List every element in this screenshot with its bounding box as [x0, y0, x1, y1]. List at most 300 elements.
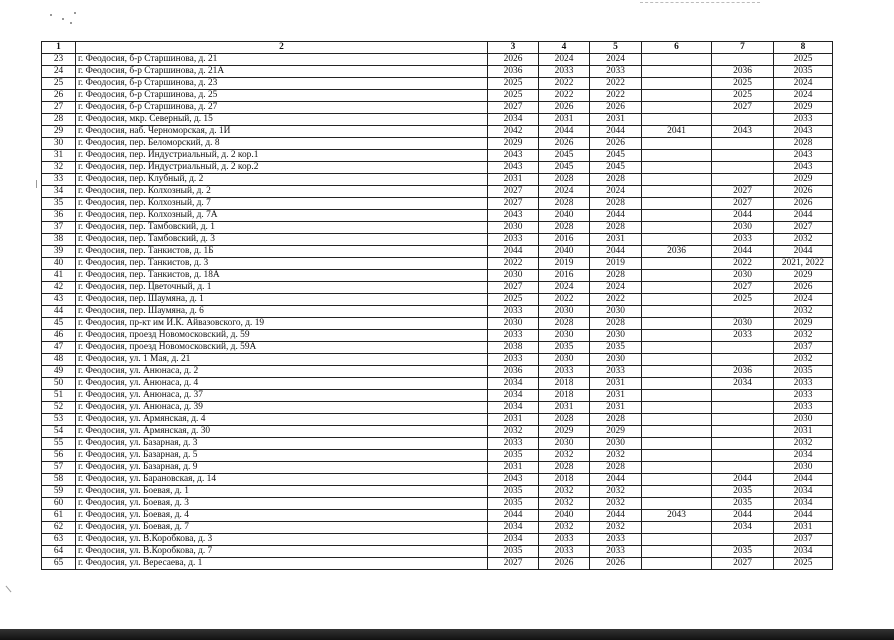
col7-cell: 2027: [712, 186, 774, 198]
col7-cell: 2025: [712, 294, 774, 306]
row-number-cell: 49: [42, 366, 76, 378]
col3-cell: 2042: [488, 126, 539, 138]
col6-cell: [642, 498, 712, 510]
row-number-cell: 43: [42, 294, 76, 306]
address-cell: г. Феодосия, пер. Индустриальный, д. 2 кор.1: [76, 150, 488, 162]
col7-cell: 2030: [712, 222, 774, 234]
col5-cell: 2031: [590, 114, 642, 126]
col7-cell: 2033: [712, 234, 774, 246]
table-row: [42, 186, 833, 198]
col7-cell: 2044: [712, 210, 774, 222]
col3-cell: 2044: [488, 246, 539, 258]
col5-cell: 2033: [590, 66, 642, 78]
row-number-cell: 27: [42, 102, 76, 114]
col3-cell: 2031: [488, 414, 539, 426]
col3-cell: 2034: [488, 534, 539, 546]
col3-cell: 2043: [488, 474, 539, 486]
address-cell: г. Феодосия, ул. В.Коробкова, д. 3: [76, 534, 488, 546]
col8-cell: 2034: [774, 498, 833, 510]
col7-cell: 2036: [712, 366, 774, 378]
col7-cell: [712, 438, 774, 450]
address-cell: г. Феодосия, ул. Боевая, д. 4: [76, 510, 488, 522]
column-header-8: 8: [774, 42, 833, 54]
scan-artifact-specks: [48, 10, 88, 26]
col4-cell: 2032: [539, 522, 590, 534]
col6-cell: [642, 450, 712, 462]
col4-cell: 2033: [539, 534, 590, 546]
col6-cell: [642, 486, 712, 498]
col6-cell: [642, 390, 712, 402]
address-cell: г. Феодосия, пер. Танкистов, д. 18А: [76, 270, 488, 282]
col4-cell: 2032: [539, 486, 590, 498]
col5-cell: 2024: [590, 282, 642, 294]
col7-cell: [712, 354, 774, 366]
table-row: [42, 246, 833, 258]
row-number-cell: 55: [42, 438, 76, 450]
col8-cell: 2034: [774, 486, 833, 498]
col4-cell: 2031: [539, 402, 590, 414]
col6-cell: [642, 234, 712, 246]
col4-cell: 2019: [539, 258, 590, 270]
col5-cell: 2026: [590, 138, 642, 150]
col3-cell: 2033: [488, 234, 539, 246]
table-row: [42, 438, 833, 450]
table-row: [42, 306, 833, 318]
col8-cell: 2032: [774, 234, 833, 246]
col8-cell: 2024: [774, 90, 833, 102]
col6-cell: [642, 318, 712, 330]
row-number-cell: 63: [42, 534, 76, 546]
col5-cell: 2045: [590, 162, 642, 174]
col3-cell: 2034: [488, 522, 539, 534]
table-row: [42, 366, 833, 378]
col3-cell: 2032: [488, 426, 539, 438]
address-cell: г. Феодосия, пер. Тамбовский, д. 3: [76, 234, 488, 246]
table-row: [42, 354, 833, 366]
col3-cell: 2025: [488, 90, 539, 102]
col6-cell: [642, 402, 712, 414]
col7-cell: 2034: [712, 378, 774, 390]
col4-cell: 2028: [539, 174, 590, 186]
col8-cell: 2024: [774, 78, 833, 90]
col4-cell: 2028: [539, 318, 590, 330]
col8-cell: 2031: [774, 426, 833, 438]
col8-cell: 2033: [774, 390, 833, 402]
address-cell: г. Феодосия, пер. Клубный, д. 2: [76, 174, 488, 186]
table-row: [42, 222, 833, 234]
col3-cell: 2027: [488, 558, 539, 570]
col3-cell: 2035: [488, 450, 539, 462]
col6-cell: [642, 270, 712, 282]
col7-cell: [712, 174, 774, 186]
col7-cell: [712, 534, 774, 546]
row-number-cell: 46: [42, 330, 76, 342]
column-header-1: 1: [42, 42, 76, 54]
scan-artifact-dashes: [640, 2, 760, 4]
row-number-cell: 64: [42, 546, 76, 558]
address-cell: г. Феодосия, ул. Анюнаса, д. 39: [76, 402, 488, 414]
col6-cell: [642, 78, 712, 90]
col3-cell: 2034: [488, 402, 539, 414]
table-row: [42, 390, 833, 402]
address-cell: г. Феодосия, ул. Боевая, д. 7: [76, 522, 488, 534]
col6-cell: [642, 294, 712, 306]
col7-cell: 2025: [712, 78, 774, 90]
row-number-cell: 37: [42, 222, 76, 234]
col6-cell: [642, 534, 712, 546]
col6-cell: [642, 114, 712, 126]
col8-cell: 2029: [774, 102, 833, 114]
col3-cell: 2034: [488, 114, 539, 126]
header-row: [42, 42, 833, 54]
col8-cell: 2031: [774, 522, 833, 534]
address-cell: г. Феодосия, б-р Старшинова, д. 21: [76, 54, 488, 66]
col5-cell: 2030: [590, 354, 642, 366]
col5-cell: 2031: [590, 402, 642, 414]
row-number-cell: 23: [42, 54, 76, 66]
col8-cell: 2030: [774, 462, 833, 474]
table-row: [42, 90, 833, 102]
col5-cell: 2033: [590, 366, 642, 378]
row-number-cell: 51: [42, 390, 76, 402]
col8-cell: 2024: [774, 294, 833, 306]
col3-cell: 2022: [488, 258, 539, 270]
col3-cell: 2038: [488, 342, 539, 354]
col5-cell: 2035: [590, 342, 642, 354]
col8-cell: 2034: [774, 450, 833, 462]
col7-cell: 2022: [712, 258, 774, 270]
col6-cell: [642, 558, 712, 570]
col4-cell: 2032: [539, 450, 590, 462]
col5-cell: 2029: [590, 426, 642, 438]
col7-cell: [712, 414, 774, 426]
col3-cell: 2035: [488, 546, 539, 558]
table-row: [42, 210, 833, 222]
col5-cell: 2024: [590, 54, 642, 66]
table-row: [42, 378, 833, 390]
table-row: [42, 150, 833, 162]
scan-bottom-shadow: [0, 629, 894, 640]
table-row: [42, 138, 833, 150]
col8-cell: 2032: [774, 306, 833, 318]
housing-repair-schedule-table: [41, 41, 833, 570]
col5-cell: 2028: [590, 414, 642, 426]
col8-cell: 2021, 2022: [774, 258, 833, 270]
col6-cell: [642, 306, 712, 318]
col7-cell: [712, 150, 774, 162]
col5-cell: 2030: [590, 438, 642, 450]
row-number-cell: 39: [42, 246, 76, 258]
column-header-6: 6: [642, 42, 712, 54]
col6-cell: [642, 162, 712, 174]
col7-cell: 2030: [712, 270, 774, 282]
col4-cell: 2030: [539, 330, 590, 342]
address-cell: г. Феодосия, пер. Цветочный, д. 1: [76, 282, 488, 294]
row-number-cell: 26: [42, 90, 76, 102]
col6-cell: [642, 462, 712, 474]
col8-cell: 2043: [774, 150, 833, 162]
col4-cell: 2026: [539, 102, 590, 114]
col5-cell: 2028: [590, 462, 642, 474]
col5-cell: 2028: [590, 198, 642, 210]
col5-cell: 2026: [590, 558, 642, 570]
col4-cell: 2028: [539, 462, 590, 474]
col7-cell: [712, 342, 774, 354]
address-cell: г. Феодосия, ул. Боевая, д. 3: [76, 498, 488, 510]
scan-edge-mark: [36, 180, 37, 188]
col4-cell: 2032: [539, 498, 590, 510]
row-number-cell: 32: [42, 162, 76, 174]
table-row: [42, 498, 833, 510]
col8-cell: 2026: [774, 186, 833, 198]
row-number-cell: 41: [42, 270, 76, 282]
col7-cell: [712, 138, 774, 150]
table-row: [42, 450, 833, 462]
col5-cell: 2032: [590, 498, 642, 510]
col6-cell: [642, 342, 712, 354]
col3-cell: 2035: [488, 486, 539, 498]
col6-cell: [642, 546, 712, 558]
table-row: [42, 318, 833, 330]
col5-cell: 2044: [590, 510, 642, 522]
col3-cell: 2036: [488, 366, 539, 378]
col4-cell: 2028: [539, 414, 590, 426]
col5-cell: 2033: [590, 546, 642, 558]
col8-cell: 2025: [774, 558, 833, 570]
col8-cell: 2029: [774, 270, 833, 282]
col6-cell: [642, 378, 712, 390]
col5-cell: 2024: [590, 186, 642, 198]
col7-cell: 2027: [712, 282, 774, 294]
table-row: [42, 114, 833, 126]
row-number-cell: 48: [42, 354, 76, 366]
col4-cell: 2030: [539, 438, 590, 450]
col3-cell: 2030: [488, 318, 539, 330]
row-number-cell: 42: [42, 282, 76, 294]
col8-cell: 2044: [774, 210, 833, 222]
row-number-cell: 29: [42, 126, 76, 138]
col8-cell: 2029: [774, 318, 833, 330]
address-cell: г. Феодосия, ул. В.Коробкова, д. 7: [76, 546, 488, 558]
table-row: [42, 486, 833, 498]
col6-cell: [642, 474, 712, 486]
row-number-cell: 54: [42, 426, 76, 438]
speck: [62, 18, 64, 20]
col7-cell: [712, 462, 774, 474]
col4-cell: 2035: [539, 342, 590, 354]
col5-cell: 2030: [590, 330, 642, 342]
col6-cell: 2036: [642, 246, 712, 258]
col5-cell: 2045: [590, 150, 642, 162]
row-number-cell: 53: [42, 414, 76, 426]
col4-cell: 2045: [539, 150, 590, 162]
col6-cell: [642, 102, 712, 114]
col4-cell: 2026: [539, 558, 590, 570]
row-number-cell: 59: [42, 486, 76, 498]
col7-cell: 2043: [712, 126, 774, 138]
row-number-cell: 38: [42, 234, 76, 246]
address-cell: г. Феодосия, ул. Базарная, д. 5: [76, 450, 488, 462]
address-cell: г. Феодосия, ул. Боевая, д. 1: [76, 486, 488, 498]
col6-cell: [642, 90, 712, 102]
row-number-cell: 31: [42, 150, 76, 162]
col8-cell: 2026: [774, 282, 833, 294]
address-cell: г. Феодосия, б-р Старшинова, д. 27: [76, 102, 488, 114]
col3-cell: 2027: [488, 198, 539, 210]
col5-cell: 2031: [590, 234, 642, 246]
row-number-cell: 62: [42, 522, 76, 534]
col8-cell: 2043: [774, 126, 833, 138]
col8-cell: 2044: [774, 474, 833, 486]
row-number-cell: 56: [42, 450, 76, 462]
table-row: [42, 426, 833, 438]
table-row: [42, 258, 833, 270]
address-cell: г. Феодосия, пер. Индустриальный, д. 2 кор.2: [76, 162, 488, 174]
col5-cell: 2022: [590, 294, 642, 306]
col6-cell: [642, 198, 712, 210]
col7-cell: [712, 402, 774, 414]
col4-cell: 2016: [539, 234, 590, 246]
table-row: [42, 102, 833, 114]
col5-cell: 2031: [590, 378, 642, 390]
table-row: [42, 54, 833, 66]
row-number-cell: 34: [42, 186, 76, 198]
col5-cell: 2028: [590, 270, 642, 282]
col4-cell: 2040: [539, 510, 590, 522]
col6-cell: [642, 522, 712, 534]
table-row: [42, 546, 833, 558]
col7-cell: [712, 114, 774, 126]
col8-cell: 2043: [774, 162, 833, 174]
address-cell: г. Феодосия, ул. Армянская, д. 4: [76, 414, 488, 426]
col3-cell: 2043: [488, 210, 539, 222]
col4-cell: 2030: [539, 306, 590, 318]
col4-cell: 2024: [539, 282, 590, 294]
col4-cell: 2018: [539, 474, 590, 486]
col8-cell: 2025: [774, 54, 833, 66]
address-cell: г. Феодосия, ул. Базарная, д. 3: [76, 438, 488, 450]
col7-cell: 2035: [712, 498, 774, 510]
address-cell: г. Феодосия, б-р Старшинова, д. 23: [76, 78, 488, 90]
col7-cell: 2027: [712, 198, 774, 210]
address-cell: г. Феодосия, б-р Старшинова, д. 25: [76, 90, 488, 102]
column-header-2: 2: [76, 42, 488, 54]
address-cell: г. Феодосия, ул. Армянская, д. 30: [76, 426, 488, 438]
table-row: [42, 474, 833, 486]
col6-cell: [642, 66, 712, 78]
col4-cell: 2040: [539, 246, 590, 258]
col7-cell: 2035: [712, 486, 774, 498]
col3-cell: 2043: [488, 150, 539, 162]
col8-cell: 2044: [774, 510, 833, 522]
table-row: [42, 558, 833, 570]
col3-cell: 2027: [488, 282, 539, 294]
col5-cell: 2019: [590, 258, 642, 270]
row-number-cell: 24: [42, 66, 76, 78]
col3-cell: 2033: [488, 438, 539, 450]
col8-cell: 2033: [774, 378, 833, 390]
col3-cell: 2044: [488, 510, 539, 522]
col5-cell: 2022: [590, 90, 642, 102]
col5-cell: 2028: [590, 222, 642, 234]
address-cell: г. Феодосия, проезд Новомосковский, д. 59: [76, 330, 488, 342]
col3-cell: 2025: [488, 78, 539, 90]
col3-cell: 2036: [488, 66, 539, 78]
col6-cell: [642, 210, 712, 222]
scan-edge-mark: [6, 586, 12, 593]
col6-cell: [642, 258, 712, 270]
col6-cell: [642, 150, 712, 162]
col3-cell: 2031: [488, 174, 539, 186]
col6-cell: 2043: [642, 510, 712, 522]
col7-cell: [712, 390, 774, 402]
row-number-cell: 36: [42, 210, 76, 222]
col3-cell: 2033: [488, 306, 539, 318]
col4-cell: 2033: [539, 546, 590, 558]
col5-cell: 2032: [590, 450, 642, 462]
table-row: [42, 414, 833, 426]
col4-cell: 2029: [539, 426, 590, 438]
table-row: [42, 126, 833, 138]
col7-cell: [712, 54, 774, 66]
speck: [50, 14, 52, 16]
row-number-cell: 47: [42, 342, 76, 354]
col6-cell: [642, 366, 712, 378]
col3-cell: 2035: [488, 498, 539, 510]
col7-cell: 2044: [712, 246, 774, 258]
address-cell: г. Феодосия, ул. Анюнаса, д. 2: [76, 366, 488, 378]
col6-cell: [642, 174, 712, 186]
row-number-cell: 58: [42, 474, 76, 486]
table-body: [42, 54, 833, 570]
col4-cell: 2018: [539, 390, 590, 402]
col6-cell: [642, 354, 712, 366]
table-row: [42, 330, 833, 342]
col8-cell: 2029: [774, 174, 833, 186]
col7-cell: 2044: [712, 510, 774, 522]
col5-cell: 2044: [590, 246, 642, 258]
row-number-cell: 61: [42, 510, 76, 522]
table-row: [42, 462, 833, 474]
table-row: [42, 234, 833, 246]
col5-cell: 2022: [590, 78, 642, 90]
col3-cell: 2027: [488, 186, 539, 198]
table-row: [42, 78, 833, 90]
address-cell: г. Феодосия, наб. Черноморская, д. 1И: [76, 126, 488, 138]
address-cell: г. Феодосия, мкр. Северный, д. 15: [76, 114, 488, 126]
table-row: [42, 282, 833, 294]
col8-cell: 2035: [774, 366, 833, 378]
column-header-5: 5: [590, 42, 642, 54]
address-cell: г. Феодосия, ул. Анюнаса, д. 4: [76, 378, 488, 390]
table-row: [42, 66, 833, 78]
row-number-cell: 60: [42, 498, 76, 510]
col3-cell: 2034: [488, 378, 539, 390]
table-row: [42, 402, 833, 414]
address-cell: г. Феодосия, пер. Колхозный, д. 2: [76, 186, 488, 198]
col8-cell: 2037: [774, 342, 833, 354]
col4-cell: 2018: [539, 378, 590, 390]
col8-cell: 2026: [774, 198, 833, 210]
col8-cell: 2044: [774, 246, 833, 258]
col8-cell: 2030: [774, 414, 833, 426]
column-header-3: 3: [488, 42, 539, 54]
col4-cell: 2024: [539, 186, 590, 198]
col8-cell: 2035: [774, 66, 833, 78]
col5-cell: 2032: [590, 486, 642, 498]
col6-cell: [642, 330, 712, 342]
address-cell: г. Феодосия, ул. 1 Мая, д. 21: [76, 354, 488, 366]
